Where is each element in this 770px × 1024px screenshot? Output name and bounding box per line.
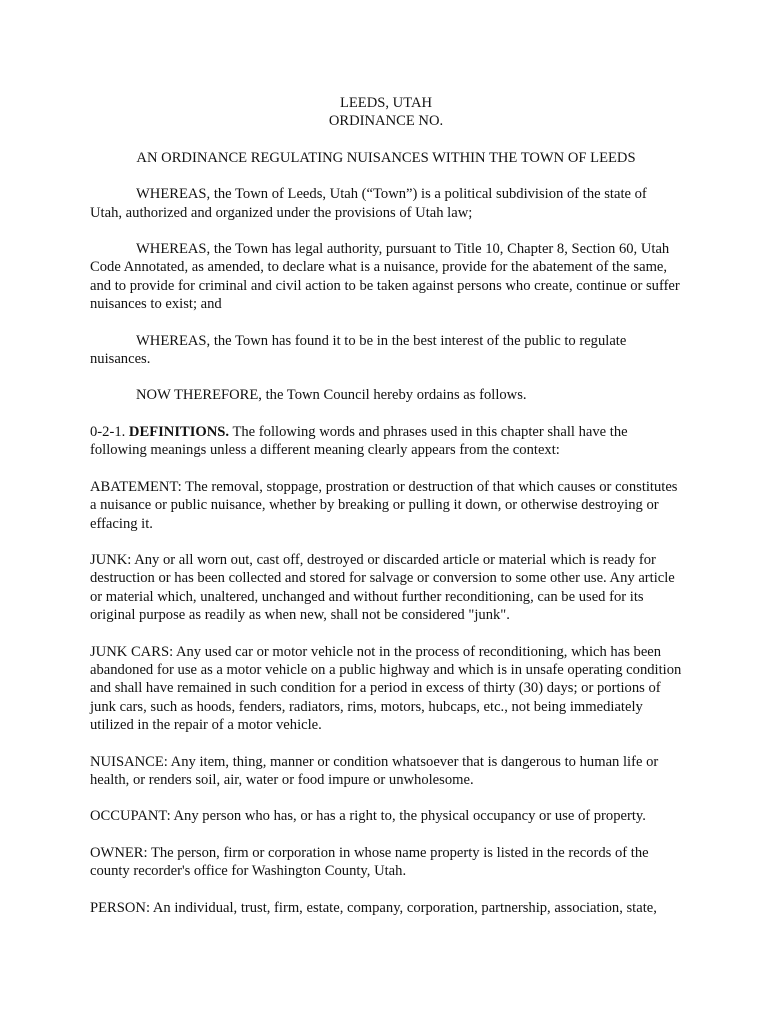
now-therefore-paragraph: NOW THEREFORE, the Town Council hereby ordains as follows.	[136, 387, 527, 404]
section-intro: The following words and phrases used in this chapter shall have the following meanings unless a different meaning clearly appears from the context:	[90, 423, 628, 459]
section-number: 0-2-1.	[90, 423, 126, 440]
whereas-paragraph-2: WHEREAS, the Town has legal authority, pursuant to Title 10, Chapter 8, Section 60, Utah Code Annotated, as amended, to declare what is a nuisance, provide for the abatement of the same, and to provide for criminal and civil action to be taken against persons who create, continue or suffer nuisances to exist; and	[90, 241, 680, 313]
definition-owner: OWNER: The person, firm or corporation in whose name property is listed in the records of the county recorder's office for Washington County, Utah.	[90, 844, 649, 880]
definition-person: PERSON: An individual, trust, firm, estate, company, corporation, partnership, association, state,	[90, 899, 657, 916]
definition-occupant: OCCUPANT: Any person who has, or has a right to, the physical occupancy or use of property.	[90, 808, 646, 825]
ordinance-number-heading: ORDINANCE NO.	[328, 113, 444, 130]
definition-nuisance: NUISANCE: Any item, thing, manner or condition whatsoever that is dangerous to human life or health, or renders soil, air, water or food impure or unwholesome.	[90, 753, 659, 788]
municipality-heading: LEEDS, UTAH	[339, 95, 433, 111]
definition-junk-cars: JUNK CARS: Any used car or motor vehicle not in the process of reconditioning, which has been abandoned for use as a motor vehicle on a public highway and which is in unsafe operating condition and shall have remained in such condition for a period in excess of thirty (30) days; or portions of junk cars, such as hoods, fenders, radiators, rims, motors, hubcaps, etc., not being immediately utilized in the repair of a motor vehicle.	[90, 643, 682, 734]
section-title: DEFINITIONS.	[128, 423, 230, 440]
whereas-paragraph-3: WHEREAS, the Town has found it to be in the best interest of the public to regulate nuisances.	[90, 332, 627, 368]
definition-abatement: ABATEMENT: The removal, stoppage, prostration or destruction of that which causes or constitutes a nuisance or public nuisance, whether by breaking or pulling it down, or otherwise destroying or effacing it.	[90, 478, 678, 532]
whereas-paragraph-1: WHEREAS, the Town of Leeds, Utah (“Town”) is a political subdivision of the state of Utah, authorized and organized under the provisions of Utah law;	[90, 186, 647, 221]
definitions-section	[90, 423, 682, 460]
document-header	[90, 94, 682, 131]
ordinance-title: AN ORDINANCE REGULATING NUISANCES WITHIN THE TOWN OF LEEDS	[136, 149, 636, 166]
document-body	[90, 94, 682, 917]
definition-junk: JUNK: Any or all worn out, cast off, destroyed or discarded article or material which is ready for destruction or has been collected and stored for salvage or conversion to some other use. Any article or material which, unaltered, unchanged and without further reconditioning, can be used for its original purpose as readily as when new, shall not be considered "junk".	[90, 551, 675, 624]
